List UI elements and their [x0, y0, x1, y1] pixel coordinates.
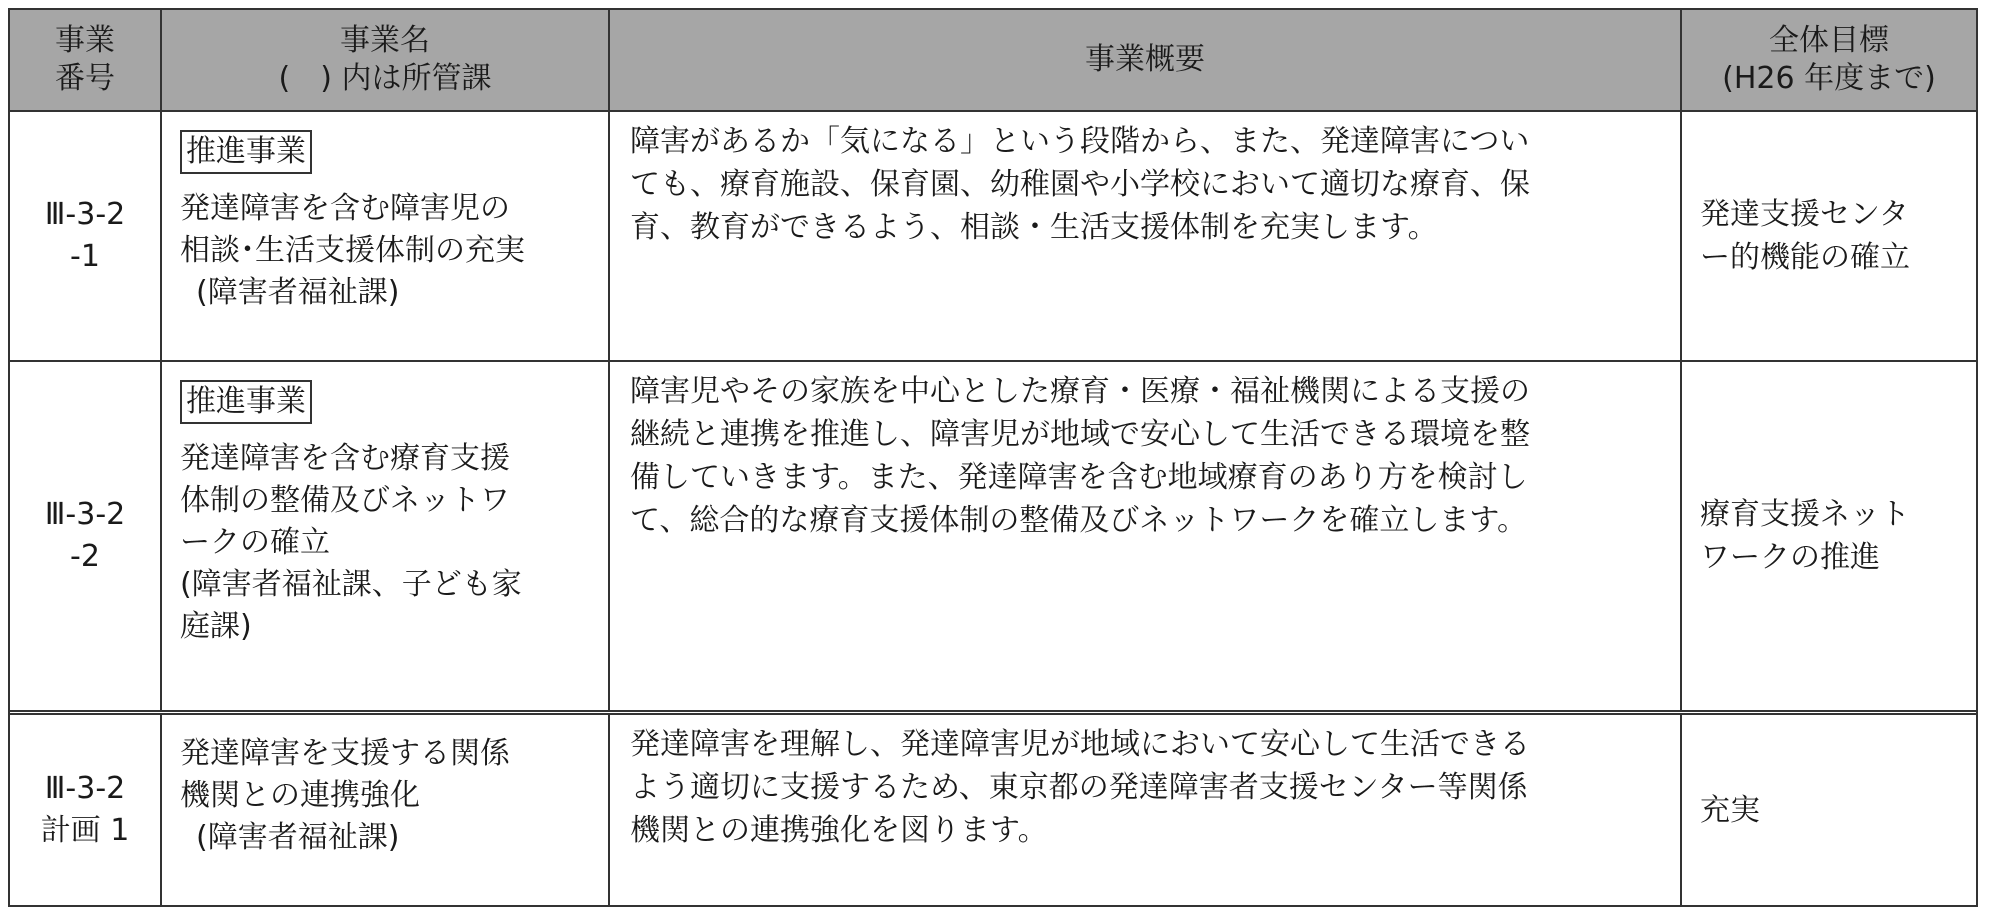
- project-number: [10, 362, 162, 710]
- summary-line: 機関との連携強化を図ります。: [630, 813, 1048, 848]
- project-name-line: 発達障害を支援する関係: [180, 736, 510, 771]
- project-summary: [610, 362, 1682, 710]
- header-name-line2: ( ) 内は所管課: [278, 61, 492, 96]
- table-row: [10, 360, 1976, 710]
- project-summary: [610, 715, 1682, 905]
- project-name-line: 相談･生活支援体制の充実: [180, 233, 525, 268]
- project-goal: [1682, 112, 1976, 360]
- summary-line: よう適切に支援するため、東京都の発達障害者支援センター等関係: [630, 770, 1528, 805]
- header-name-line1: 事業名: [340, 23, 430, 58]
- project-name-line: 発達障害を含む障害児の: [180, 191, 510, 226]
- department-label: (障害者福祉課、子ども家: [180, 567, 522, 602]
- summary-line: て、総合的な療育支援体制の整備及びネットワークを確立します。: [630, 503, 1527, 538]
- summary-line: 障害があるか「気になる」という段階から、また、発達障害につい: [630, 124, 1530, 159]
- summary-line: 発達障害を理解し、発達障害児が地域において安心して生活できる: [630, 727, 1530, 762]
- project-number: [10, 715, 162, 905]
- project-number-line1: Ⅲ-3-2: [44, 771, 126, 806]
- summary-line: 障害児やその家族を中心とした療育・医療・福祉機関による支援の: [630, 374, 1530, 409]
- goal-line: 療育支援ネット: [1700, 497, 1910, 532]
- project-name-line: 体制の整備及びネットワ: [180, 483, 510, 518]
- goal-line: ー的機能の確立: [1700, 240, 1910, 275]
- project-summary: [610, 112, 1682, 360]
- table-row: [10, 110, 1976, 360]
- project-number-line2: -1: [70, 239, 100, 274]
- department-label: (障害者福祉課): [196, 275, 400, 310]
- project-number-line1: Ⅲ-3-2: [44, 197, 126, 232]
- header-summary-label: 事業概要: [1085, 42, 1205, 77]
- header-number: [10, 10, 162, 110]
- project-name-line: 発達障害を含む療育支援: [180, 441, 510, 476]
- table-row: [10, 710, 1976, 905]
- promotion-badge: 推進事業: [180, 130, 312, 174]
- project-name-cell: [162, 362, 610, 710]
- header-summary: [610, 10, 1682, 110]
- project-number-line1: Ⅲ-3-2: [44, 497, 126, 532]
- header-number-line2: 番号: [55, 61, 115, 96]
- project-goal: [1682, 715, 1976, 905]
- project-name-line: ークの確立: [180, 525, 330, 560]
- project-name-cell: [162, 715, 610, 905]
- header-name: [162, 10, 610, 110]
- summary-line: ても、療育施設、保育園、幼稚園や小学校において適切な療育、保: [630, 167, 1530, 202]
- goal-line: 発達支援センタ: [1700, 197, 1909, 232]
- table-header: [10, 10, 1976, 110]
- header-goal: [1682, 10, 1976, 110]
- summary-line: 継続と連携を推進し、障害児が地域で安心して生活できる環境を整: [630, 417, 1530, 452]
- project-number-line2: -2: [70, 539, 100, 574]
- goal-line: 充実: [1700, 792, 1760, 828]
- header-number-line1: 事業: [55, 23, 115, 58]
- project-number: [10, 112, 162, 360]
- department-label: 庭課): [180, 609, 252, 644]
- header-goal-line1: 全体目標: [1769, 23, 1889, 58]
- promotion-badge: 推進事業: [180, 380, 312, 424]
- header-goal-line2: (H26 年度まで): [1722, 61, 1936, 96]
- project-number-line2: 計画 1: [40, 813, 130, 848]
- project-goal: [1682, 362, 1976, 710]
- project-name-cell: [162, 112, 610, 360]
- summary-line: 備していきます。また、発達障害を含む地域療育のあり方を検討し: [630, 460, 1528, 495]
- project-table: [8, 8, 1978, 907]
- project-name-line: 機関との連携強化: [180, 778, 420, 813]
- summary-line: 育、教育ができるよう、相談・生活支援体制を充実します。: [630, 210, 1438, 245]
- goal-line: ワークの推進: [1700, 540, 1880, 575]
- department-label: (障害者福祉課): [196, 820, 400, 855]
